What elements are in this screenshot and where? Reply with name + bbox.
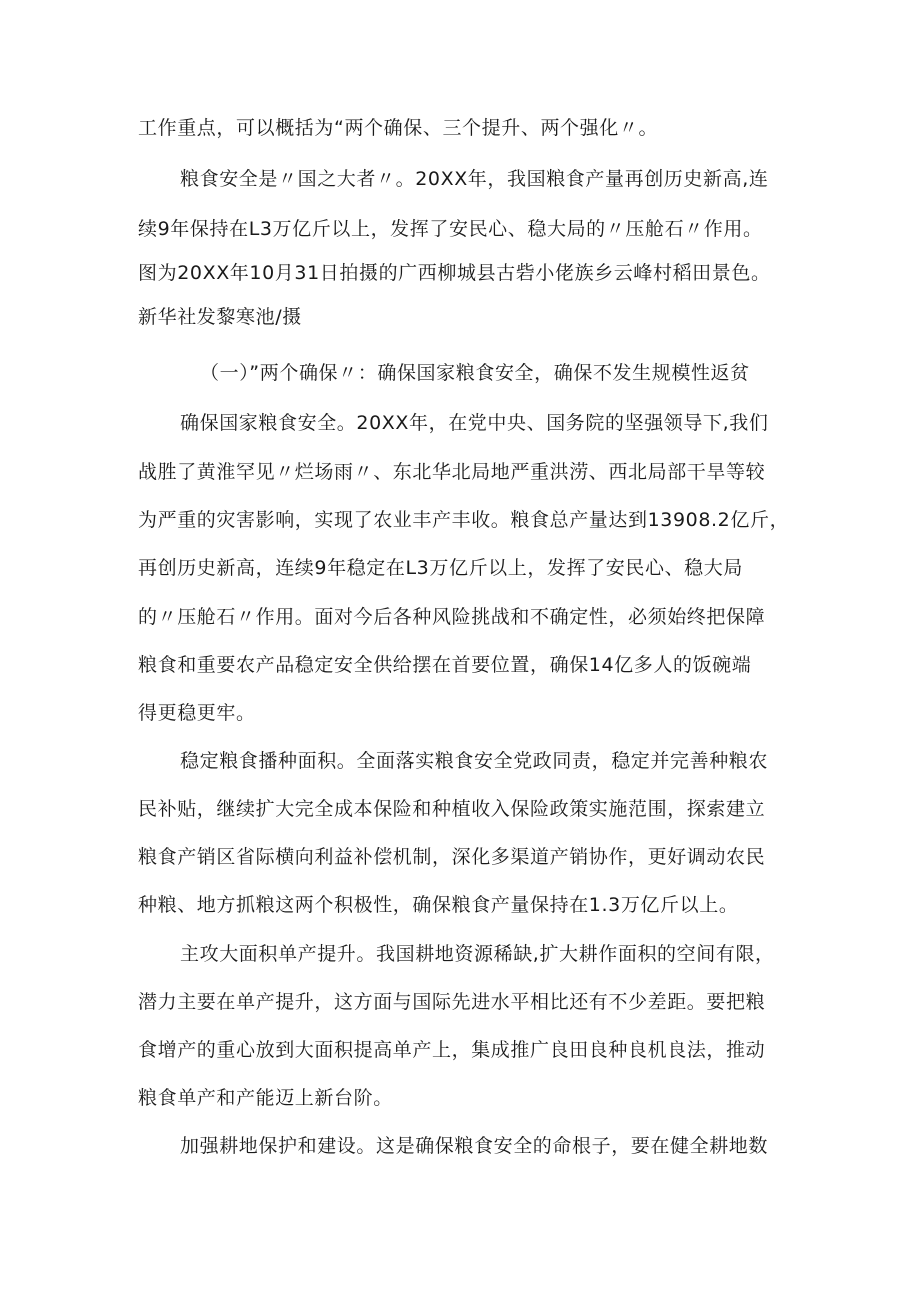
text-line: 稳定粮食播种面积。全面落实粮食安全党政同责，稳定并完善种粮农 <box>180 750 769 772</box>
text-line: 工作重点，可以概括为“两个确保、三个提升、两个强化〃。 <box>138 117 659 139</box>
text-line: 得更稳更牢。 <box>138 702 256 724</box>
text-line: 战胜了黄淮罕见〃烂场雨〃、东北华北局地严重洪涝、西北局部干旱等较 <box>138 461 766 483</box>
text-line: 种粮、地方抓粮这两个积极性，确保粮食产量保持在1.3万亿斤以上。 <box>138 894 739 916</box>
text-line: 图为20XX年10月31日拍摄的广西柳城县古砦小佬族乡云峰村稻田景色。 <box>138 262 771 284</box>
text-line: 再创历史新高，连续9年稳定在L3万亿斤以上，发挥了安民心、稳大局 <box>138 557 743 579</box>
text-line: 的〃压舱石〃作用。面对今后各种风险挑战和不确定性，必须始终把保障 <box>138 606 766 628</box>
text-line: 粮食产销区省际横向利益补偿机制，深化多渠道产销协作，更好调动农民 <box>138 846 766 868</box>
text-line: 确保国家粮食安全。20XX年，在党中央、国务院的坚强领导下,我们 <box>180 412 769 434</box>
text-line: 食增产的重心放到大面积提高单产上，集成推广良田良种良机良法，推动 <box>138 1039 766 1061</box>
text-line: 粮食和重要农产品稳定安全供给摆在首要位置，确保14亿多人的饭碗端 <box>138 654 752 676</box>
text-line: 民补贴，继续扩大完全成本保险和种植收入保险政策实施范围，探索建立 <box>138 798 766 820</box>
text-line: 粮食安全是〃国之大者〃。20XX年，我国粮食产量再创历史新高,连 <box>180 168 769 190</box>
text-line: 潜力主要在单产提升，这方面与国际先进水平相比还有不少差距。要把粮 <box>138 991 766 1013</box>
text-line: 新华社发黎寒池/摄 <box>138 306 302 328</box>
text-line: 加强耕地保护和建设。这是确保粮食安全的命根子，要在健全耕地数 <box>180 1135 769 1157</box>
section-heading: （一）”两个确保〃：确保国家粮食安全，确保不发生规模性返贫 <box>200 362 750 384</box>
text-line: 续9年保持在L3万亿斤以上，发挥了安民心、稳大局的〃压舱石〃作用。 <box>138 218 763 240</box>
text-line: 主攻大面积单产提升。我国耕地资源稀缺,扩大耕作面积的空间有限， <box>180 943 775 965</box>
text-line: 粮食单产和产能迈上新台阶。 <box>138 1087 393 1109</box>
text-line: 为严重的灾害影响，实现了农业丰产丰收。粮食总产量达到13908.2亿斤， <box>138 509 790 531</box>
